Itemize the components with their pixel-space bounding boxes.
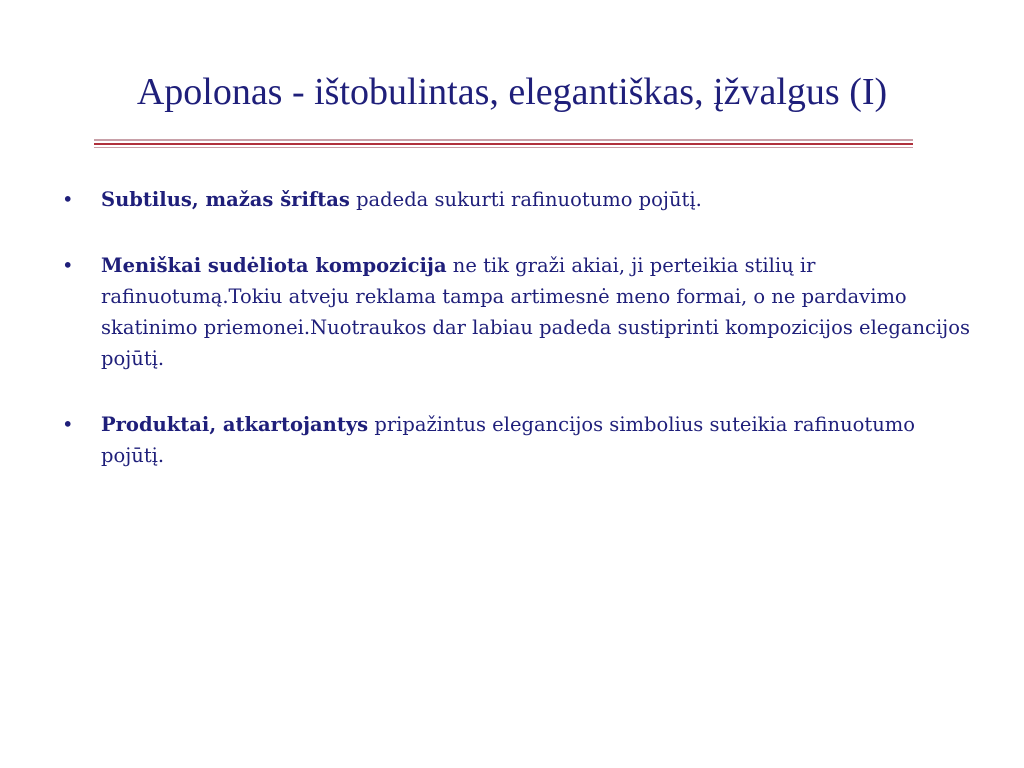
bullet-dot: • [62,254,74,277]
title-divider-bottom [94,147,913,148]
slide-title: Apolonas - ištobulintas, elegantiškas, įžvalgus (I) [136,71,888,113]
bullet-item [60,250,970,374]
bullet-item [60,184,970,215]
bullet-bold-text: Meniškai sudėliota kompozicija [101,254,447,277]
bullet-text: pripažintus elegancijos simbolius suteikia rafinuotumo pojūtį. [101,413,915,467]
bullet-bold-text: Subtilus, mažas šriftas [101,188,350,211]
bullet-list [60,184,970,506]
bullet-item [60,409,970,471]
bullet-text: ne tik graži akiai, ji perteikia stilių ir rafinuotumą.Tokiu atveju reklama tampa artimesnė meno formai, o ne pardavimo skatinimo priemonei.Nuotraukos dar labiau padeda sustiprinti kompozicijos elegancijos pojūtį. [101,254,970,370]
bullet-text: padeda sukurti rafinuotumo pojūtį. [349,188,702,211]
title-divider-middle [94,143,913,145]
bullet-dot: • [62,188,74,211]
bullet-bold-text: Produktai, atkartojantys [101,413,369,436]
title-divider-top [94,139,913,141]
bullet-dot: • [62,413,74,436]
